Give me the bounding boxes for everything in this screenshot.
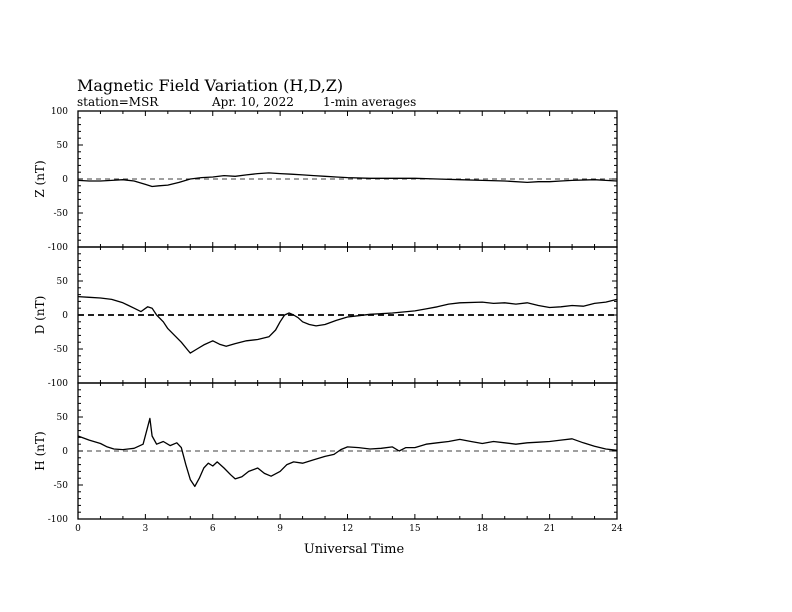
y-tick-label-d: -100 [47,379,68,389]
series-line-d [78,297,617,354]
y-tick-label-z: 50 [56,141,68,151]
x-tick-label: 12 [341,524,354,534]
date-label: Apr. 10, 2022 [212,95,294,109]
chart-title: Magnetic Field Variation (H,D,Z) [77,76,344,95]
x-tick-label: 15 [409,524,421,534]
y-tick-label-h: 0 [62,447,68,457]
y-axis-label-d: D (nT) [33,295,47,335]
x-tick-label: 21 [543,524,556,534]
x-axis-label: Universal Time [303,542,405,557]
station-label: station=MSR [77,95,159,109]
x-tick-label: 6 [209,524,216,534]
y-tick-label-d: 0 [62,311,68,321]
panel-d [33,247,617,389]
y-axis-label-z: Z (nT) [33,160,47,198]
x-tick-label: 0 [75,524,81,534]
x-tick-label: 9 [277,524,283,534]
x-tick-label: 24 [611,524,623,534]
y-tick-label-z: -100 [47,243,68,253]
x-tick-label: 18 [476,524,488,534]
averaging-label: 1-min averages [323,95,417,109]
panel-z [33,107,617,253]
y-tick-label-z: -50 [53,209,68,219]
x-tick-label: 3 [142,524,149,534]
y-tick-label-h: 50 [56,413,68,423]
y-tick-label-h: -100 [47,515,68,525]
series-line-z [78,173,617,187]
y-tick-label-z: 0 [62,175,68,185]
y-tick-label-d: -50 [53,345,68,355]
y-tick-label-z: 100 [50,107,68,117]
panel-h [33,383,617,525]
panel-frame-z [78,111,617,247]
panel-frame-h [78,383,617,519]
plot-panels [33,107,623,534]
series-line-h [78,418,617,486]
y-axis-label-h: H (nT) [33,431,47,471]
y-tick-label-h: -50 [53,481,68,491]
y-tick-label-d: 50 [56,277,68,287]
